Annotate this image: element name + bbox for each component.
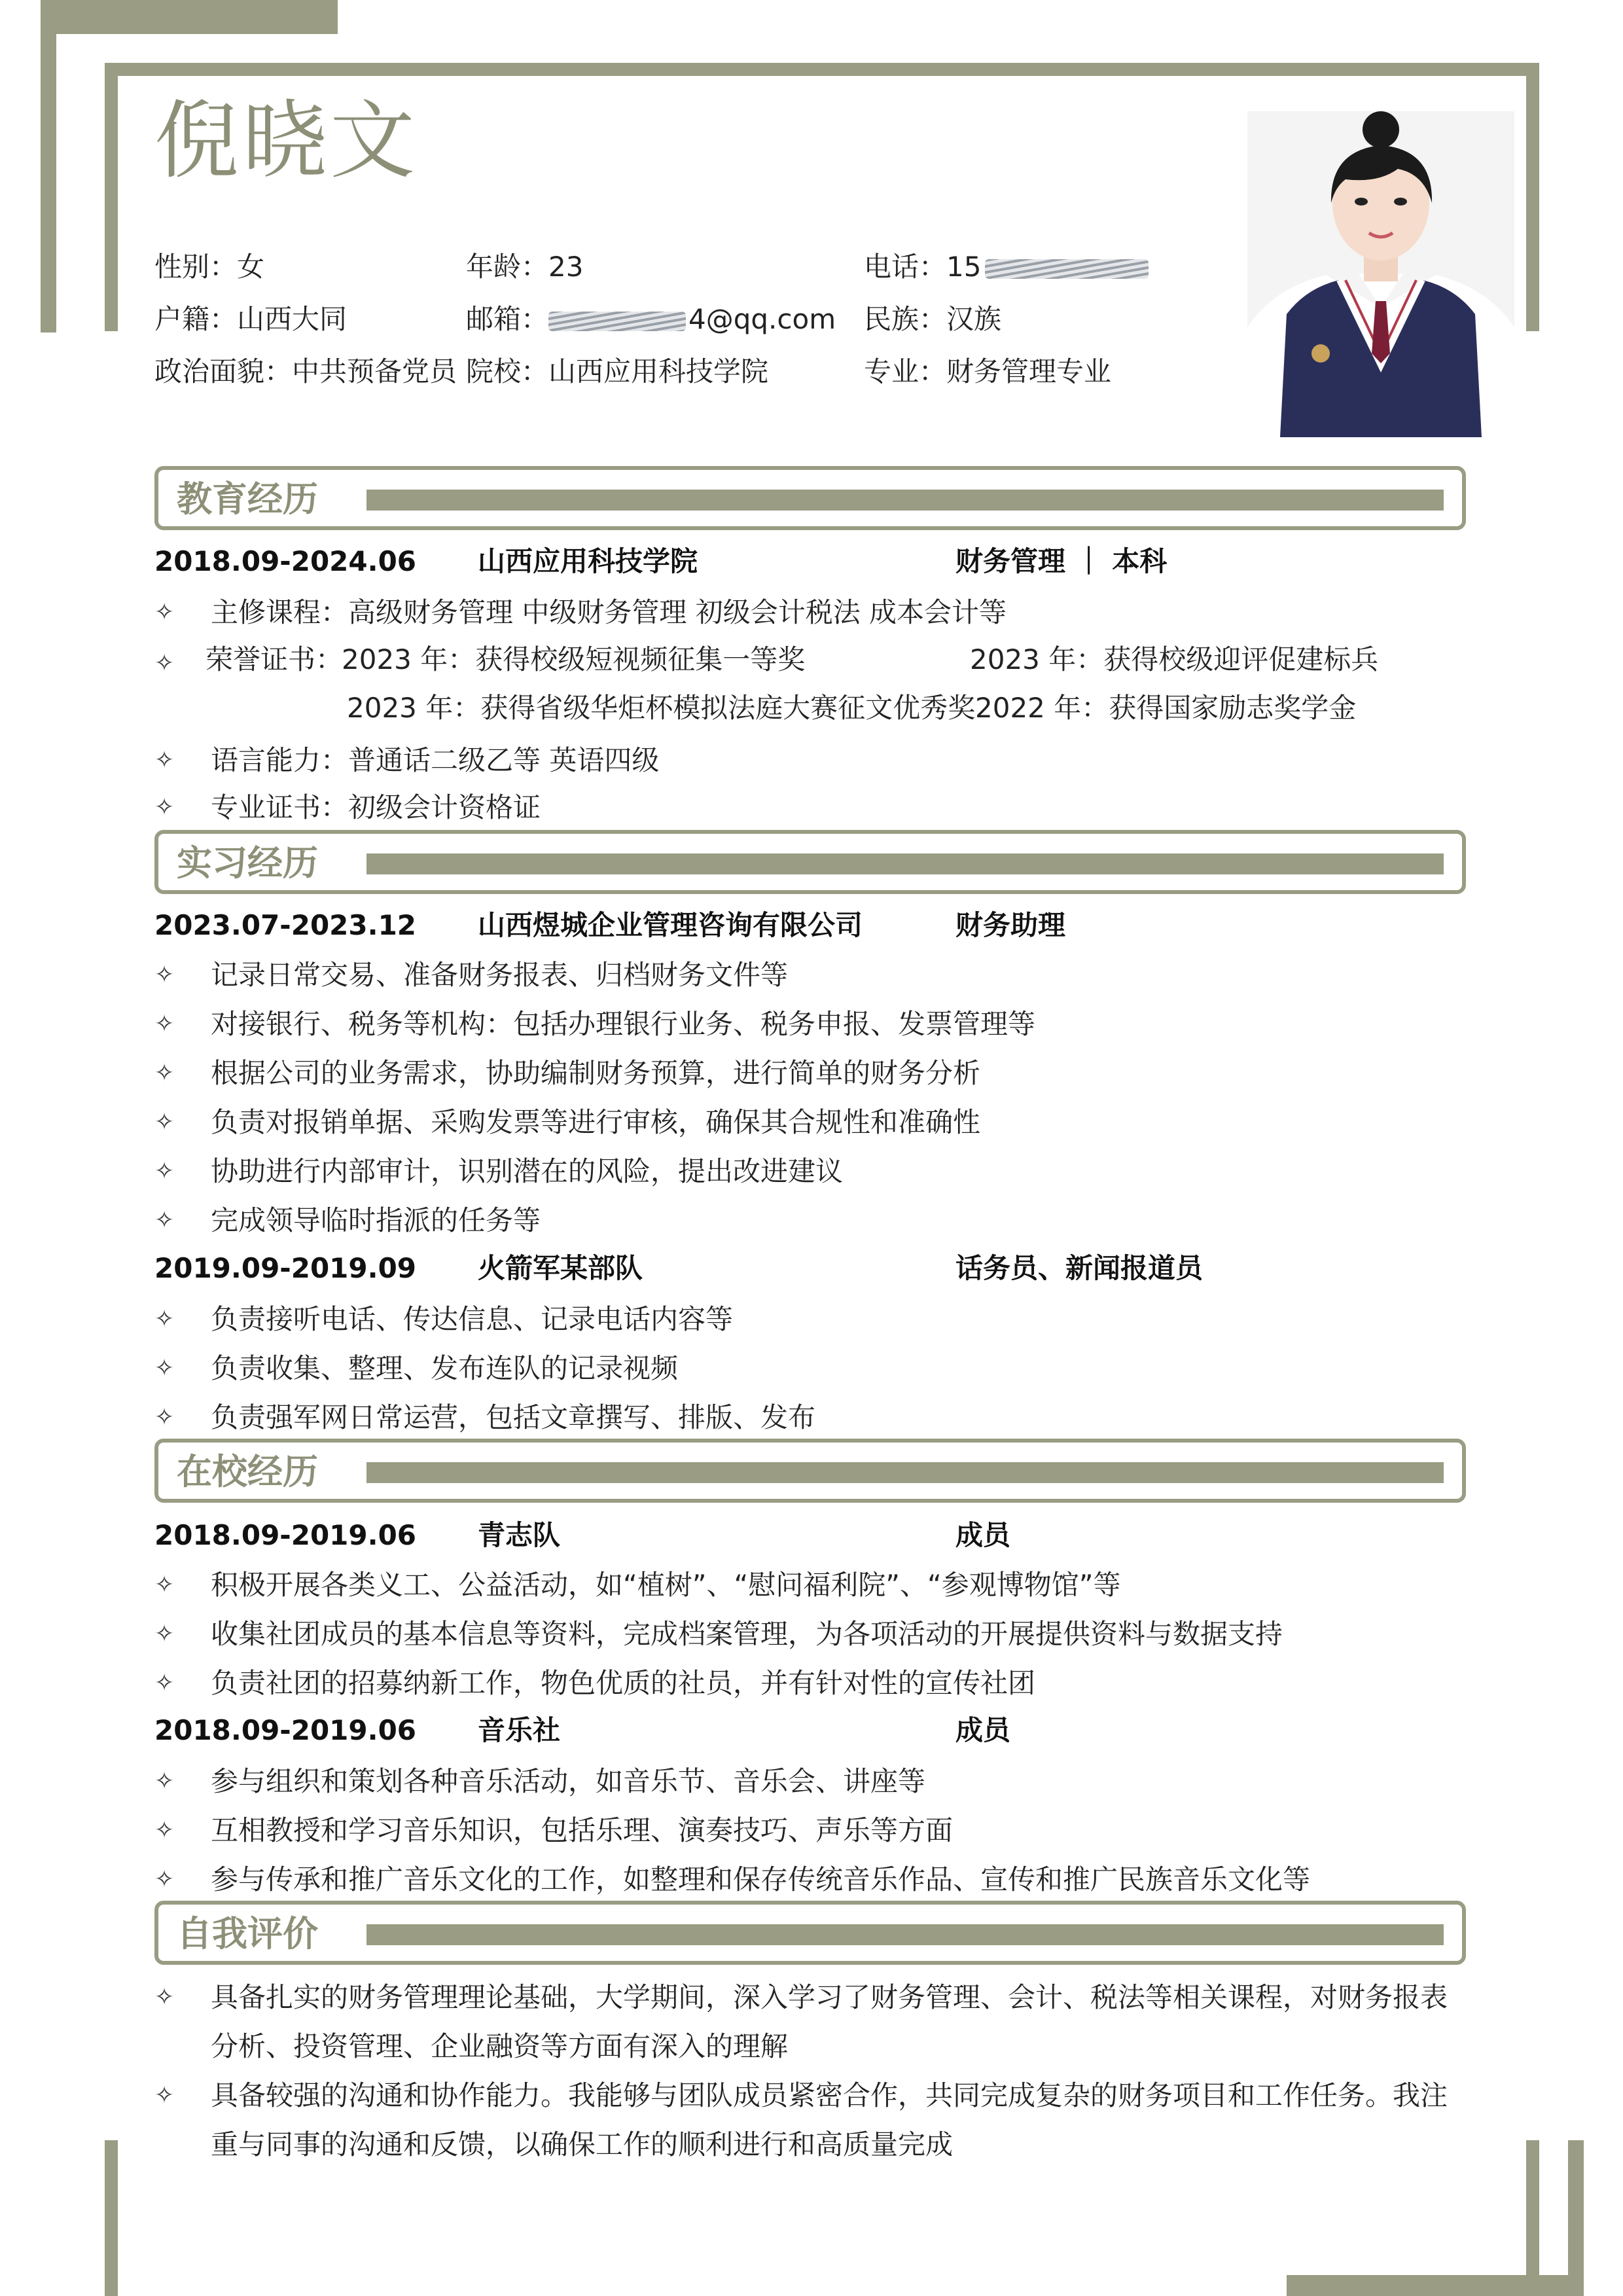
school: 院校：山西应用科技学院 (466, 355, 769, 387)
section-title-education: 教育经历 (177, 478, 318, 520)
section-title-self-eval: 自我评价 (177, 1913, 318, 1954)
candidate-name: 倪晓文 (154, 91, 418, 190)
phone (864, 247, 1149, 287)
bullet-text: 积极开展各类义工、公益活动，如“植树”、“慰问福利院”、“参观博物馆”等 (211, 1569, 1121, 1601)
bullet-icon: ✧ (154, 1011, 175, 1037)
entry-date: 2018.09-2019.06 (154, 1519, 417, 1551)
phone-label: 电话： (864, 251, 947, 283)
section-bar (366, 1924, 1444, 1945)
bullet-icon: ✧ (154, 1207, 175, 1234)
entry-org: 山西煜城企业管理咨询有限公司 (478, 909, 863, 941)
bullet-icon: ✧ (154, 961, 175, 988)
corner-decoration-bottom-right-horizontal (1287, 2275, 1584, 2296)
bullet-icon: ✧ (154, 1866, 175, 1893)
frame-right-line (1526, 63, 1539, 331)
entry-org: 音乐社 (478, 1714, 561, 1746)
bullet-text: 记录日常交易、准备财务报表、归档财务文件等 (211, 959, 789, 991)
portrait-illustration (1247, 111, 1514, 437)
email-visible: 4@qq.com (688, 303, 836, 335)
list-item (154, 1973, 1470, 2071)
bullet-text: 根据公司的业务需求，协助编制财务预算，进行简单的财务分析 (211, 1057, 981, 1089)
bullet-icon: ✧ (154, 1621, 175, 1647)
bullet-text: 主修课程：高级财务管理 中级财务管理 初级会计税法 成本会计等 (211, 596, 1007, 628)
bullet-text: 负责强军网日常运营，包括文章撰写、排版、发布 (211, 1401, 816, 1433)
bullet-icon: ✧ (154, 747, 175, 774)
bullet-text: 对接银行、税务等机构：包括办理银行业务、税务申报、发票管理等 (211, 1008, 1036, 1040)
list-item (154, 2071, 1470, 2169)
email-label: 邮箱： (466, 303, 549, 335)
bullet-icon: ✧ (154, 794, 175, 821)
section-title-internship: 实习经历 (177, 842, 318, 884)
bullet-icon: ✧ (154, 650, 175, 677)
frame-left-line (105, 63, 118, 331)
bullet-text: 负责对报销单据、采购发票等进行审核，确保其合规性和准确性 (211, 1106, 981, 1138)
entry-role: 成员 (955, 1714, 1011, 1746)
bullet-icon: ✧ (154, 1768, 175, 1795)
bullet-icon: ✧ (154, 1670, 175, 1696)
bullet-text: 负责收集、整理、发布连队的记录视频 (211, 1352, 679, 1384)
corner-decoration-bottom-right-vertical (1568, 2140, 1584, 2296)
corner-decoration-top-left-horizontal (41, 0, 338, 34)
bullet-icon: ✧ (154, 1060, 175, 1086)
education-honors (154, 639, 1470, 737)
section-header-education (154, 466, 1466, 530)
section-bar (366, 490, 1444, 511)
bullet-text: 具备扎实的财务管理理论基础，大学期间，深入学习了财务管理、会计、税法等相关课程，对财务报表分析、投资管理、企业融资等方面有深入的理解 (211, 1981, 1448, 2062)
entry-role: 话务员、新闻报道员 (955, 1252, 1204, 1284)
bullet-text: 语言能力：普通话二级乙等 英语四级 (211, 744, 660, 776)
bullet-icon: ✧ (154, 1355, 175, 1382)
ethnicity: 民族：汉族 (864, 303, 1002, 335)
bullet-text: 参与组织和策划各种音乐活动，如音乐节、音乐会、讲座等 (211, 1765, 926, 1797)
entry-date: 2018.09-2024.06 (154, 545, 417, 577)
entry-role: 成员 (955, 1519, 1011, 1551)
email (466, 300, 836, 339)
corner-decoration-top-left-vertical (41, 0, 56, 332)
section-header-campus (154, 1439, 1466, 1503)
phone-redaction (985, 259, 1149, 279)
entry-date: 2019.09-2019.09 (154, 1252, 417, 1284)
bullet-icon: ✧ (154, 2082, 175, 2109)
bullet-text: 具备较强的沟通和协作能力。我能够与团队成员紧密合作，共同完成复杂的财务项目和工作任务。我注重与同事的沟通和反馈，以确保工作的顺利进行和高质量完成 (211, 2079, 1448, 2161)
entry-org: 山西应用科技学院 (478, 545, 698, 577)
gender: 性别：女 (154, 251, 265, 283)
major: 专业：财务管理专业 (864, 355, 1112, 387)
bullet-icon: ✧ (154, 1984, 175, 2011)
honors-label: 荣誉证书： (205, 643, 344, 675)
bullet-icon: ✧ (154, 1306, 175, 1333)
bullet-icon: ✧ (154, 1158, 175, 1185)
bullet-text: 负责社团的招募纳新工作，物色优质的社员，并有针对性的宣传社团 (211, 1667, 1036, 1699)
section-header-internship (154, 830, 1466, 894)
bullet-text: 收集社团成员的基本信息等资料，完成档案管理，为各项活动的开展提供资料与数据支持 (211, 1618, 1283, 1650)
frame-top-line (105, 63, 1539, 76)
entry-date: 2018.09-2019.06 (154, 1714, 417, 1746)
bullet-text: 参与传承和推广音乐文化的工作，如整理和保存传统音乐作品、宣传和推广民族音乐文化等 (211, 1863, 1311, 1895)
bullet-text: 互相教授和学习音乐知识，包括乐理、演奏技巧、声乐等方面 (211, 1814, 954, 1846)
entry-role: 财务管理 ｜ 本科 (955, 545, 1168, 577)
bullet-text: 专业证书：初级会计资格证 (211, 791, 541, 823)
entry-org: 火箭军某部队 (478, 1252, 643, 1284)
honor-item: 2022 年：获得国家励志奖学金 (975, 692, 1357, 724)
profile-photo (1247, 111, 1514, 437)
bullet-icon: ✧ (154, 1571, 175, 1598)
honor-item: 2023 年：获得校级短视频征集一等奖 (342, 643, 806, 675)
bullet-icon: ✧ (154, 1109, 175, 1136)
honor-item: 2023 年：获得校级迎评促建标兵 (970, 643, 1379, 675)
section-title-campus: 在校经历 (177, 1451, 318, 1492)
hometown: 户籍：山西大同 (154, 303, 348, 335)
section-header-self-eval (154, 1901, 1466, 1965)
section-bar (366, 853, 1444, 874)
politics: 政治面貌：中共预备党员 (154, 355, 457, 387)
bullet-text: 负责接听电话、传达信息、记录电话内容等 (211, 1303, 734, 1335)
age: 年龄：23 (466, 251, 584, 283)
entry-date: 2023.07-2023.12 (154, 909, 417, 941)
entry-role: 财务助理 (955, 909, 1066, 941)
bullet-text: 协助进行内部审计，识别潜在的风险，提出改进建议 (211, 1155, 844, 1187)
bullet-icon: ✧ (154, 599, 175, 626)
phone-visible: 15 (946, 251, 982, 283)
honor-item: 2023 年：获得省级华炬杯模拟法庭大赛征文优秀奖 (347, 692, 976, 724)
entry-org: 青志队 (478, 1519, 561, 1551)
frame-bottom-left-line (105, 2140, 118, 2296)
email-redaction (548, 312, 686, 331)
bullet-text: 完成领导临时指派的任务等 (211, 1204, 541, 1236)
bullet-icon: ✧ (154, 1404, 175, 1431)
section-bar (366, 1462, 1444, 1483)
bullet-icon: ✧ (154, 1817, 175, 1844)
frame-bottom-right-line (1526, 2140, 1539, 2296)
